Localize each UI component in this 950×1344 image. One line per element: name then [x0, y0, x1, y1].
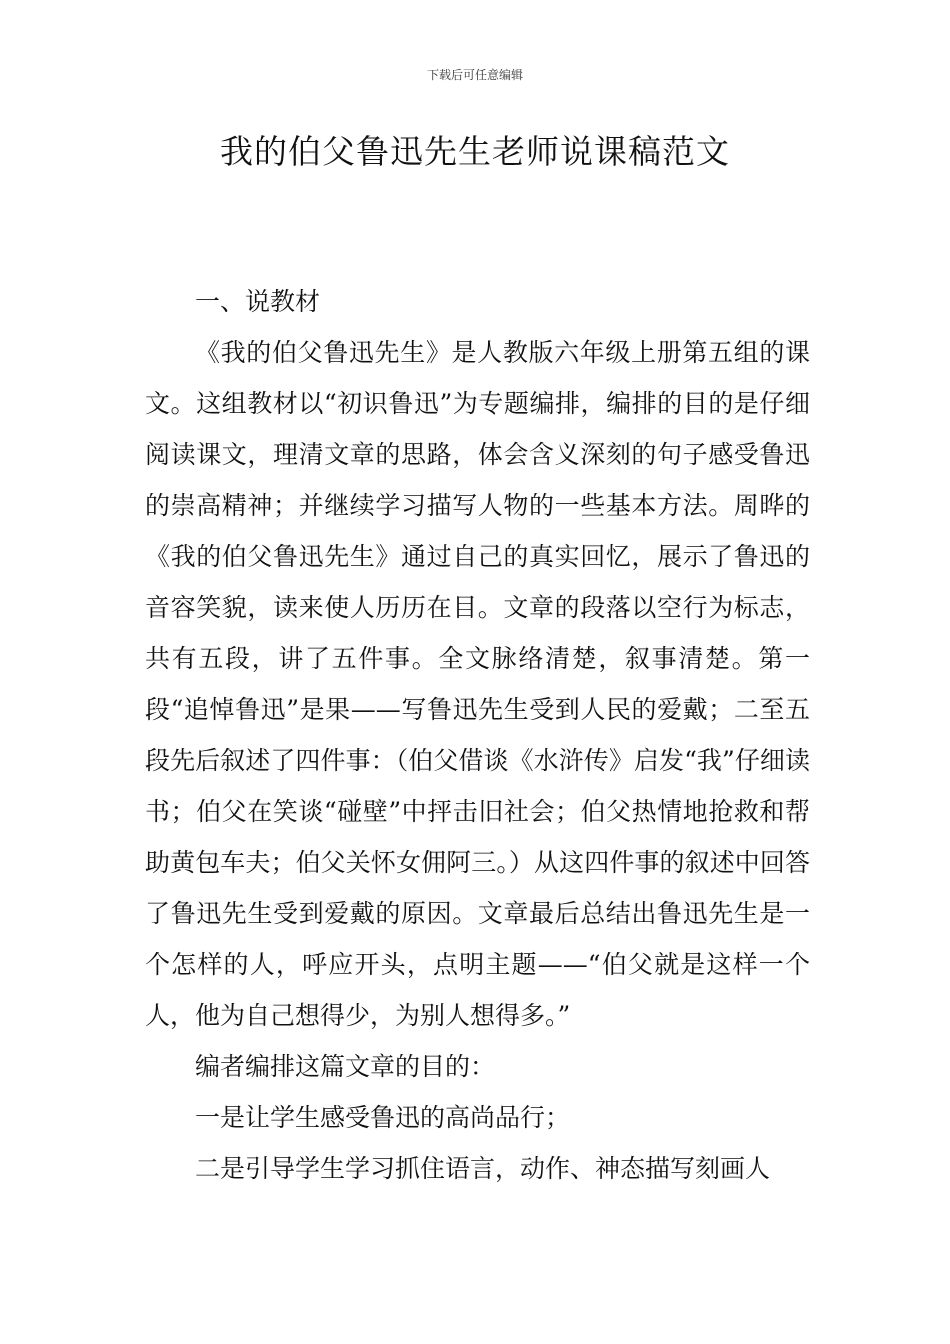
header-note: 下载后可任意编辑: [426, 68, 523, 82]
paragraph-purpose: 编者编排这篇文章的目的：: [195, 1052, 496, 1081]
document-body: [145, 276, 810, 1194]
paragraph-purpose-two: 二是引导学生学习抓住语言，动作、神态描写刻画人: [195, 1154, 771, 1183]
paragraph-intro: 《我的伯父鲁迅先生》是人教版六年级上册第五组的课文。这组教材以“初识鲁迅”为专题编排，编排的目的是仔细阅读课文，理清文章的思路，体会含义深刻的句子感受鲁迅的崇高精神；并继续学习描写人物的一些基本方法。周晔的《我的伯父鲁迅先生》通过自己的真实回忆，展示了鲁迅的音容笑貌，读来使人历历在目。文章的段落以空行为标志，共有五段，讲了五件事。全文脉络清楚，叙事清楚。第一段“追悼鲁迅”是果——写鲁迅先生受到人民的爱戴；二至五段先后叙述了四件事：（伯父借谈《水浒传》启发“我”仔细读书；伯父在笑谈“碰壁”中抨击旧社会；伯父热情地抢救和帮助黄包车夫；伯父关怀女佣阿三。）从这四件事的叙述中回答了鲁迅先生受到爱戴的原因。文章最后总结出鲁迅先生是一个怎样的人，呼应开头，点明主题——“伯父就是这样一个人，他为自己想得少，为别人想得多。”: [145, 338, 810, 1030]
document-title: 我的伯父鲁迅先生老师说课稿范文: [220, 132, 730, 171]
paragraph-purpose-one: 一是让学生感受鲁迅的高尚品行；: [195, 1103, 571, 1132]
section-heading: 一、说教材: [195, 287, 321, 316]
